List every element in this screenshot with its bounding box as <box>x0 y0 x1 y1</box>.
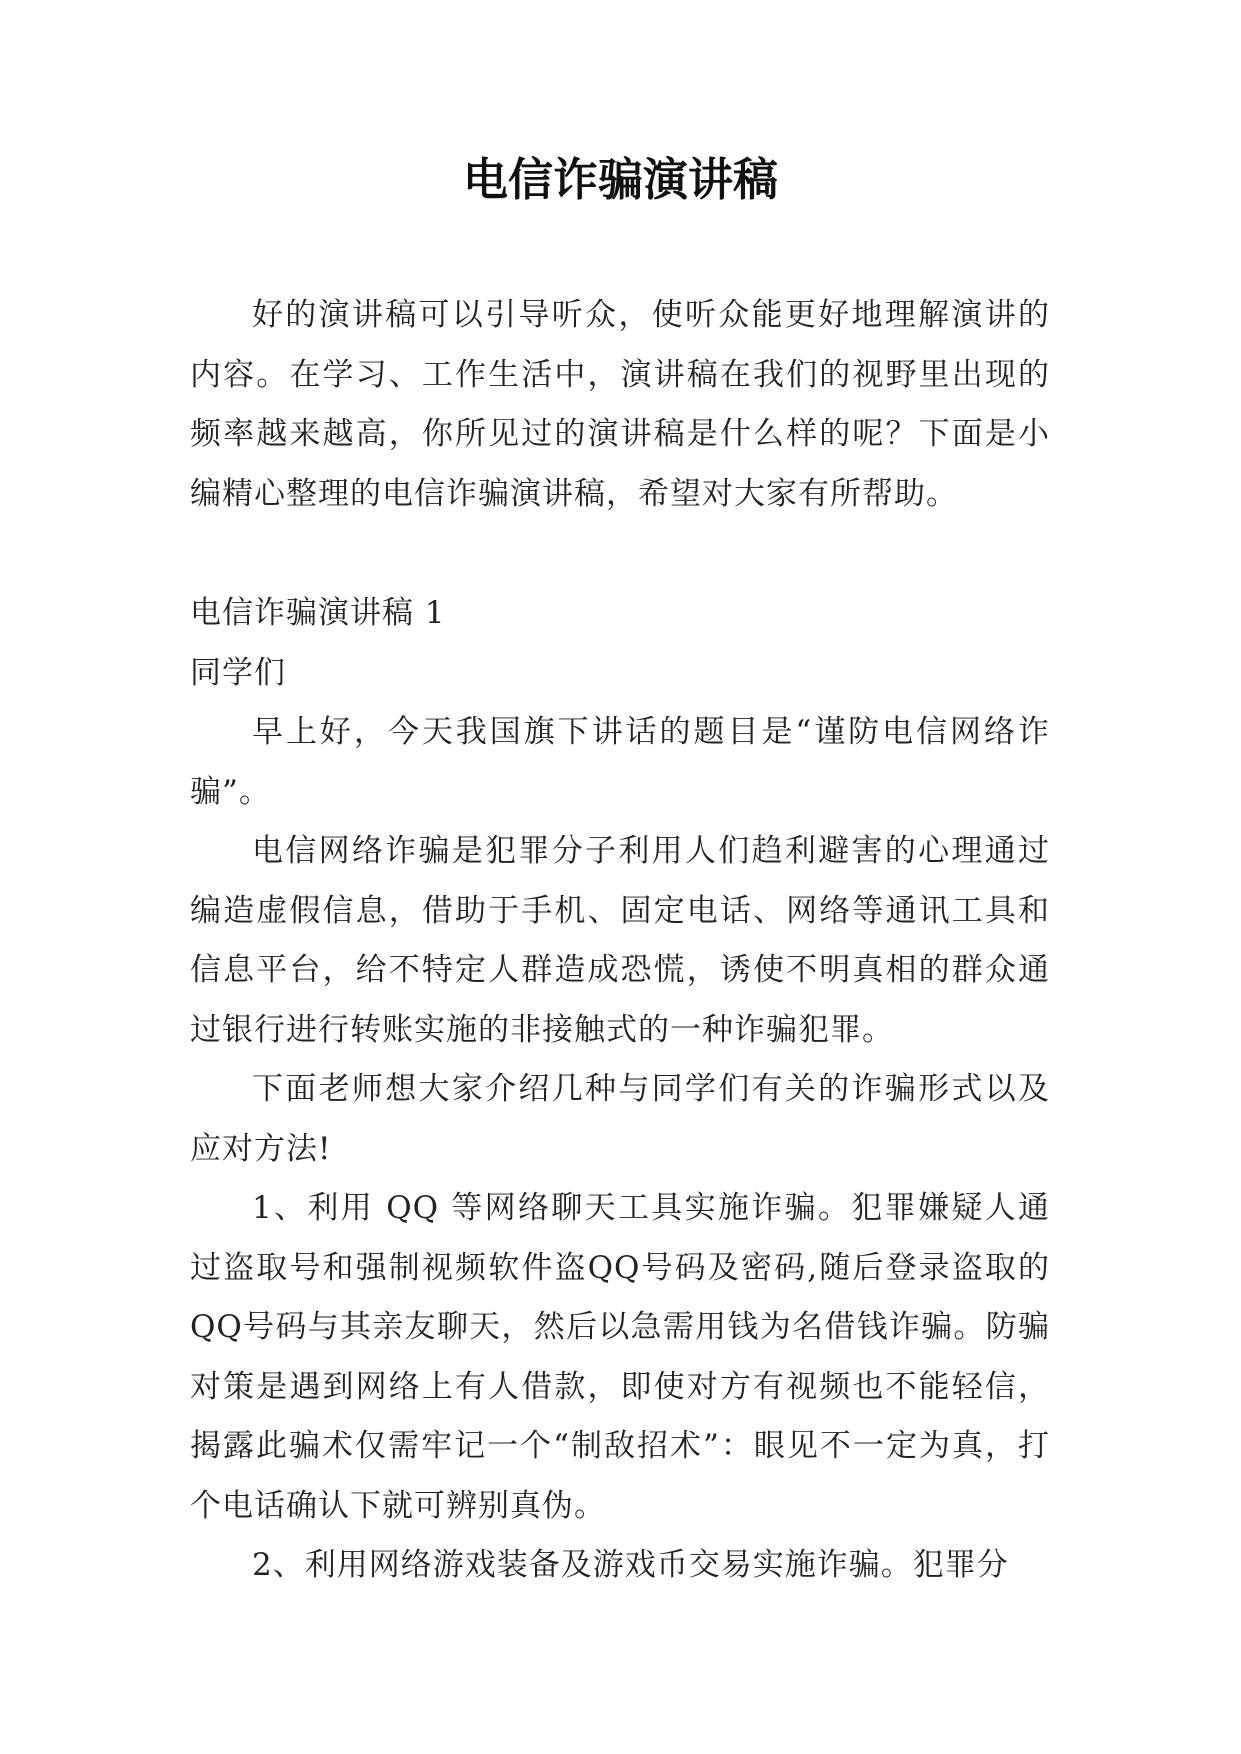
paragraph-gap <box>190 524 1050 584</box>
salutation: 同学们 <box>190 654 286 691</box>
body-paragraph: 早上好，今天我国旗下讲话的题目是“谨防电信网络诈骗”。 <box>190 714 1050 810</box>
body-paragraph: 2、利用网络游戏装备及游戏币交易实施诈骗。犯罪分 <box>252 1547 1009 1583</box>
section-heading: 电信诈骗演讲稿 1 <box>190 595 446 631</box>
body-paragraph: 下面老师想大家介绍几种与同学们有关的诈骗形式以及应对方法! <box>190 1071 1050 1167</box>
document-title: 电信诈骗演讲稿 <box>462 153 778 206</box>
body-paragraph: 电信网络诈骗是犯罪分子利用人们趋利避害的心理通过编造虚假信息，借助于手机、固定电话、网络等通讯工具和信息平台，给不特定人群造成恐慌，诱使不明真相的群众通过银行进行转账实施的非接触式的一种诈骗犯罪。 <box>190 833 1050 1048</box>
intro-paragraph: 好的演讲稿可以引导听众，使听众能更好地理解演讲的内容。在学习、工作生活中，演讲稿在我们的视野里出现的频率越来越高，你所见过的演讲稿是什么样的呢？下面是小编精心整理的电信诈骗演讲稿，希望对大家有所帮助。 <box>190 297 1050 512</box>
document-body <box>190 286 1050 1596</box>
body-paragraph: 1、利用 QQ 等网络聊天工具实施诈骗。犯罪嫌疑人通过盗取号和强制视频软件盗QQ号码及密码,随后登录盗取的QQ号码与其亲友聊天，然后以急需用钱为名借钱诈骗。防骗对策是遇到网络上有人借款，即使对方有视频也不能轻信，揭露此骗术仅需牢记一个“制敌招术”：眼见不一定为真，打个电话确认下就可辨别真伪。 <box>190 1190 1050 1524</box>
